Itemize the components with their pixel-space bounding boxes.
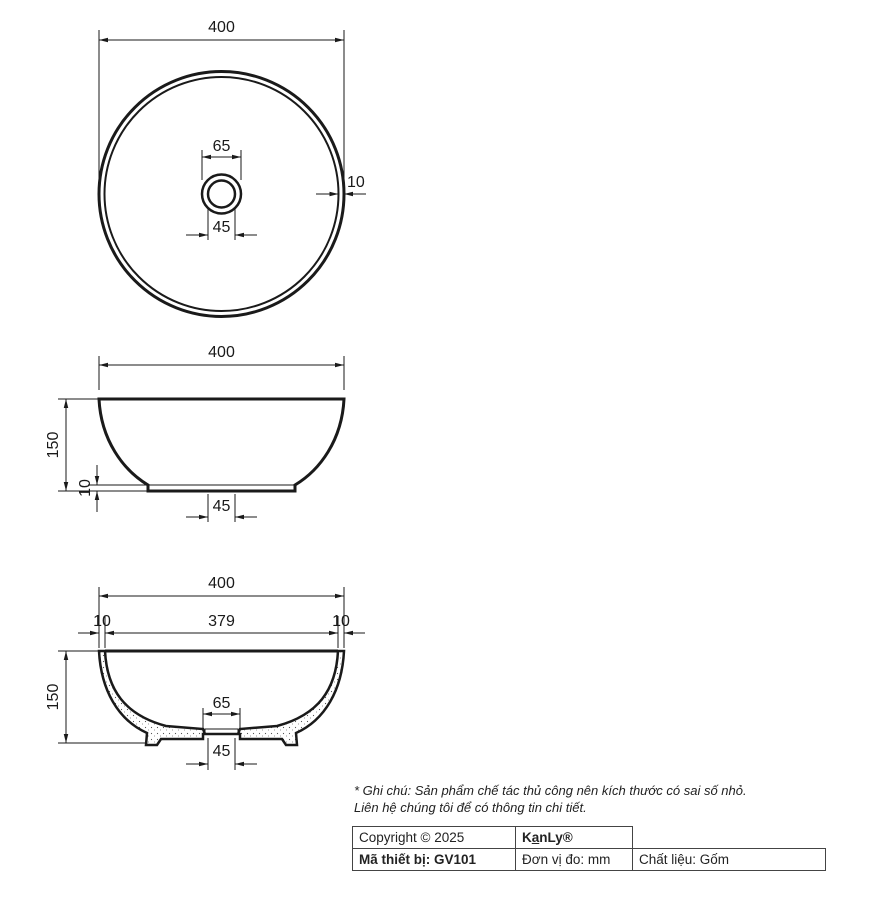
side-bowl-outline	[99, 399, 344, 491]
top-width-label: 400	[208, 19, 235, 36]
section-height-label: 150	[45, 683, 62, 711]
empty-cell	[633, 827, 826, 849]
disclaimer-note	[354, 782, 747, 816]
top-rim-label: 10	[347, 174, 365, 191]
title-block	[352, 826, 826, 871]
side-foot-label: 45	[212, 498, 231, 515]
side-height-label: 150	[45, 431, 62, 459]
top-drain-inner-label: 45	[212, 219, 231, 236]
copyright-cell: Copyright © 2025	[353, 827, 516, 849]
section-wall-left-label: 10	[93, 613, 111, 630]
section-wall-right-label: 10	[332, 613, 350, 630]
top-drain-inner	[208, 181, 235, 208]
section-view	[45, 575, 365, 770]
section-drain-outer-label: 65	[212, 695, 231, 712]
top-inner-rim	[105, 77, 339, 311]
top-view	[99, 19, 366, 317]
brand-logo: KanLy®	[516, 827, 633, 849]
note-line-2: Liên hệ chúng tôi để có thông tin chi tiết.	[354, 800, 587, 815]
section-drain-inner-label: 45	[212, 743, 231, 760]
top-drain-outer-label: 65	[212, 138, 231, 155]
side-width-label: 400	[208, 344, 235, 361]
unit-cell: Đơn vị đo: mm	[516, 849, 633, 871]
section-inner-label: 379	[208, 613, 235, 630]
top-outer-rim	[99, 72, 344, 317]
section-width-label: 400	[208, 575, 235, 592]
model-cell: Mã thiết bị: GV101	[353, 849, 516, 871]
note-line-1: * Ghi chú: Sản phẩm chế tác thủ công nên kích thước có sai số nhỏ.	[354, 783, 747, 798]
material-cell: Chất liệu: Gốm	[633, 849, 826, 871]
side-view	[45, 344, 344, 522]
side-base-label: 10	[77, 479, 94, 497]
